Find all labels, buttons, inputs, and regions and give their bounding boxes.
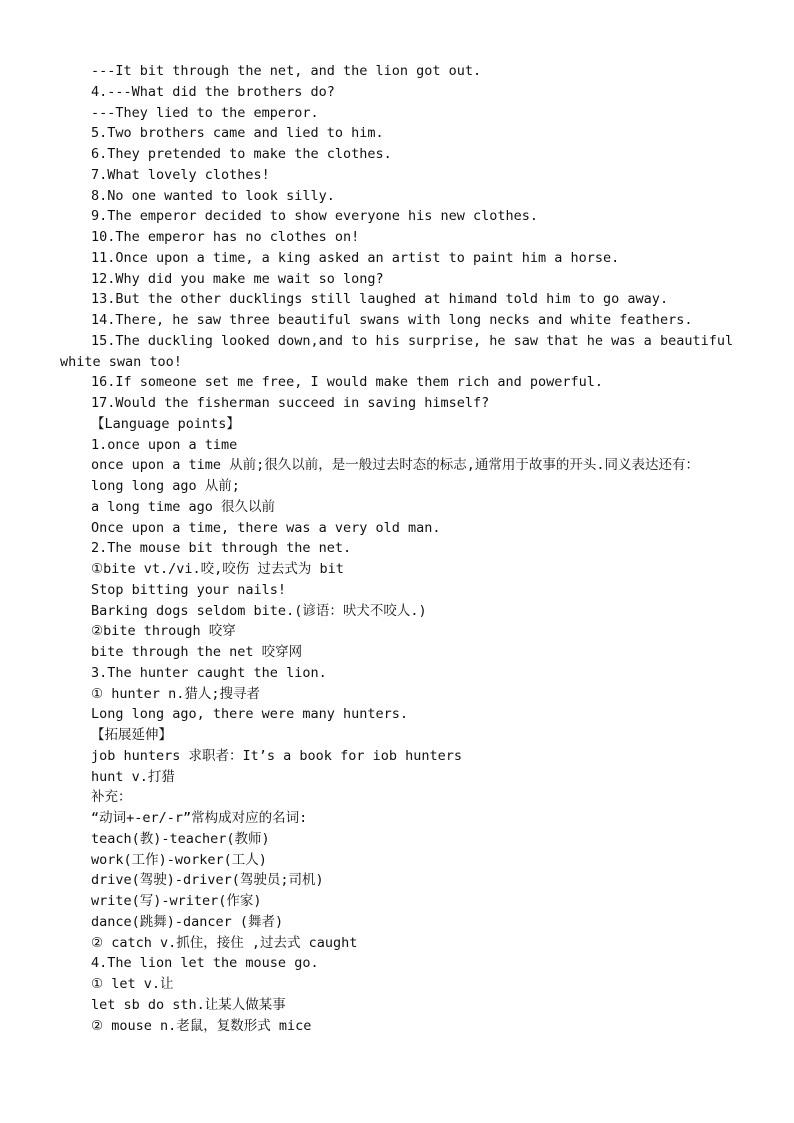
text-line: 5.Two brothers came and lied to him.: [91, 125, 384, 142]
text-line: ① hunter n.猎人;搜寻者: [91, 685, 261, 702]
text-line: 9.The emperor decided to show everyone his new clothes.: [91, 208, 539, 225]
text-line: let sb do sth.让某人做某事: [91, 996, 286, 1013]
text-line: drive(驾驶)-driver(驾驶员;司机): [91, 872, 324, 889]
text-line: teach(教)-teacher(教师): [91, 830, 270, 847]
text-line: 4.---What did the brothers do?: [91, 83, 335, 100]
text-line: job hunters 求职者：It’s a book for iob hunters: [91, 747, 462, 764]
text-line: write(写)-writer(作家): [91, 893, 262, 909]
text-line: 17.Would the fisherman succeed in saving himself?: [91, 395, 490, 411]
text-line: 补充：: [91, 789, 132, 806]
text-line: 7.What lovely clothes!: [91, 166, 270, 183]
text-line: 1.once upon a time: [91, 436, 238, 453]
text-line: 8.No one wanted to look silly.: [91, 187, 335, 204]
text-paragraph: once upon a time 从前;很久以前，是一般过去时态的标志,通常用于故事的开头.同义表达还有：: [91, 457, 700, 474]
text-line: dance(跳舞)-dancer (舞者): [91, 913, 284, 930]
text-line: work(工作)-worker(工人): [91, 851, 267, 868]
text-line: long long ago 从前;: [91, 478, 240, 494]
text-line: Once upon a time, there was a very old man.: [91, 519, 441, 536]
text-line: hunt v.打猎: [91, 768, 175, 785]
text-line: 11.Once upon a time, a king asked an artist to paint him a horse.: [91, 249, 620, 266]
text-line: Stop bitting your nails!: [91, 581, 287, 598]
text-line: ①bite vt./vi.咬,咬伤 过去式为 bit: [91, 561, 344, 577]
text-line: ② mouse n.老鼠，复数形式 mice: [91, 1017, 312, 1034]
text-line: ②bite through 咬穿: [91, 623, 236, 640]
section-heading: 【拓展延伸】: [91, 727, 172, 743]
text-line: ---They lied to the emperor.: [91, 104, 319, 121]
text-line: bite through the net 咬穿网: [91, 644, 303, 660]
document-body: [60, 61, 736, 1036]
text-line: 3.The hunter caught the lion.: [91, 664, 327, 681]
text-line: 4.The lion let the mouse go.: [91, 955, 319, 972]
text-line: “动词+-er/-r”常构成对应的名词:: [91, 810, 308, 826]
text-line: 6.They pretended to make the clothes.: [91, 146, 392, 162]
text-line: 10.The emperor has no clothes on!: [91, 229, 360, 245]
text-line: Long long ago, there were many hunters.: [91, 706, 408, 723]
text-line: ① let v.让: [91, 976, 174, 992]
text-paragraph: 15.The duckling looked down,and to his surprise, he saw that he was a beautiful white swan too!: [60, 332, 734, 370]
text-line: 14.There, he saw three beautiful swans with long necks and white feathers.: [91, 312, 693, 328]
text-line: ---It bit through the net, and the lion got out.: [91, 63, 482, 79]
section-heading: 【Language points】: [91, 415, 240, 432]
text-line: a long time ago 很久以前: [91, 498, 276, 515]
text-line: 12.Why did you make me wait so long?: [91, 270, 384, 287]
text-line: 2.The mouse bit through the net.: [91, 540, 352, 557]
text-line: 13.But the other ducklings still laughed at himand told him to go away.: [91, 291, 669, 308]
text-line: ② catch v.抓住，接住 ,过去式 caught: [91, 934, 358, 951]
text-line: Barking dogs seldom bite.(谚语：吠犬不咬人.): [91, 602, 427, 619]
text-line: 16.If someone set me free, I would make them rich and powerful.: [91, 374, 604, 391]
